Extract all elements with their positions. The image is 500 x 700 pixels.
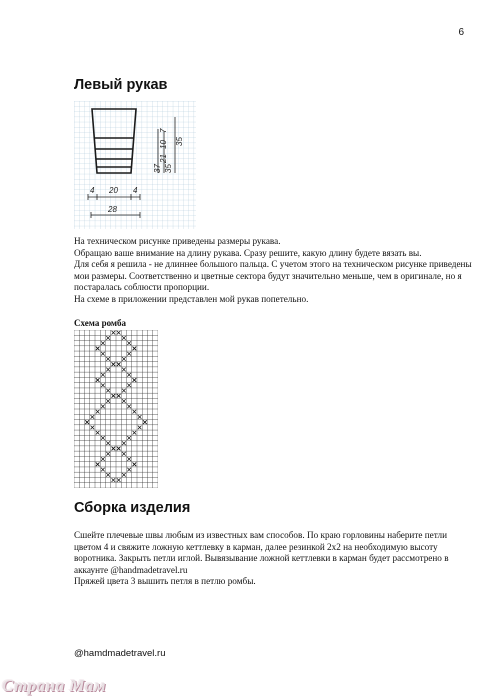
stitch-mark: [122, 441, 126, 445]
stitch-mark: [112, 394, 116, 398]
stitch-mark: [85, 420, 89, 424]
stitch-mark: [101, 341, 105, 345]
stitch-mark: [133, 462, 137, 466]
stitch-mark: [138, 426, 142, 430]
sketch-label: 37: [153, 164, 162, 173]
stitch-mark: [127, 436, 131, 440]
stitch-mark: [101, 436, 105, 440]
stitch-mark: [101, 457, 105, 461]
assembly-text: [74, 530, 474, 588]
stitch-mark: [127, 341, 131, 345]
stitch-mark: [127, 457, 131, 461]
stitch-mark: [138, 415, 142, 419]
sketch-label: 7: [159, 128, 168, 133]
stitch-mark: [106, 389, 110, 393]
stitch-mark: [106, 357, 110, 361]
sleeve-text: [74, 236, 474, 306]
stitch-mark: [96, 347, 100, 351]
paragraph: На техническом рисунке приведены размеры рукава.: [74, 236, 281, 246]
stitch-mark: [127, 373, 131, 377]
sketch-label: 20: [109, 186, 118, 195]
stitch-mark: [133, 410, 137, 414]
stitch-mark: [122, 452, 126, 456]
section-title-sleeve: Левый рукав: [74, 77, 168, 93]
stitch-mark: [143, 420, 147, 424]
stitch-mark: [122, 336, 126, 340]
sketch-label: 4: [133, 186, 138, 195]
stitch-mark: [127, 405, 131, 409]
stitch-mark: [106, 368, 110, 372]
stitch-mark: [117, 447, 121, 451]
stitch-mark: [106, 441, 110, 445]
sketch-label: 28: [108, 205, 117, 214]
stitch-mark: [96, 431, 100, 435]
stitch-mark: [101, 373, 105, 377]
stitch-mark: [122, 473, 126, 477]
stitch-mark: [96, 410, 100, 414]
stitch-mark: [117, 362, 121, 366]
stitch-mark: [122, 357, 126, 361]
rhomb-chart-title: Схема ромба: [74, 318, 127, 328]
paragraph: Для себя я решила - не длиннее большого пальца. С учетом этого на техническом рисунке приведены мои размеры. Соответственно и цветные сектора будут значительно меньше, чем в оригинале, но я постаралась соблюсти пропорции.: [74, 259, 472, 293]
stitch-mark: [127, 352, 131, 356]
stitch-mark: [117, 394, 121, 398]
stitch-mark: [106, 336, 110, 340]
stitch-mark: [96, 462, 100, 466]
stitch-mark: [106, 452, 110, 456]
stitch-mark: [133, 347, 137, 351]
stitch-mark: [112, 478, 116, 482]
sketch-label: 4: [90, 186, 95, 195]
stitch-mark: [117, 331, 121, 335]
sleeve-sketch: [74, 101, 196, 229]
stitch-mark: [112, 331, 116, 335]
paragraph: Обращаю ваше внимание на длину рукава. Сразу решите, какую длину будете вязать вы.: [74, 247, 422, 258]
stitch-mark: [133, 378, 137, 382]
stitch-mark: [91, 426, 95, 430]
stitch-mark: [101, 352, 105, 356]
stitch-mark: [112, 362, 116, 366]
stitch-mark: [106, 399, 110, 403]
stitch-mark: [122, 368, 126, 372]
stitch-mark: [106, 473, 110, 477]
stitch-mark: [101, 383, 105, 387]
paragraph: На схеме в приложении представлен мой рукав попетельно.: [74, 293, 309, 304]
stitch-mark: [117, 478, 121, 482]
stitch-mark: [101, 405, 105, 409]
watermark-logo: Страна Мам: [2, 676, 107, 695]
stitch-mark: [96, 378, 100, 382]
sketch-label: 21: [159, 154, 168, 163]
rhomb-chart: [74, 330, 158, 488]
stitch-mark: [91, 415, 95, 419]
stitch-mark: [133, 431, 137, 435]
stitch-mark: [101, 468, 105, 472]
footer-handle: @hamdmadetravel.ru: [74, 648, 166, 659]
stitch-mark: [127, 468, 131, 472]
sketch-label: 35: [164, 164, 173, 173]
paragraph: Сшейте плечевые швы любым из известных вам способов. По краю горловины наберите петли цветом 4 и свяжите ложную кеттлевку в карман, далее резинкой 2х2 на необходимую высоту воротника. Закрыть петли иглой. Вывязывание ложной кеттлевки в карман будет рассмотрено в аккаунте @handmadetravel.ru: [74, 530, 449, 575]
sketch-label: 10: [159, 140, 168, 149]
sketch-label: 35: [175, 137, 184, 146]
chart-grid: [74, 330, 158, 488]
stitch-mark: [112, 447, 116, 451]
page-number: 6: [458, 27, 464, 38]
section-title-assembly: Сборка изделия: [74, 500, 191, 516]
paragraph: Пряжей цвета 3 вышить петля в петлю ромбы.: [74, 576, 256, 587]
stitch-mark: [127, 383, 131, 387]
stitch-mark: [122, 399, 126, 403]
stitch-mark: [122, 389, 126, 393]
